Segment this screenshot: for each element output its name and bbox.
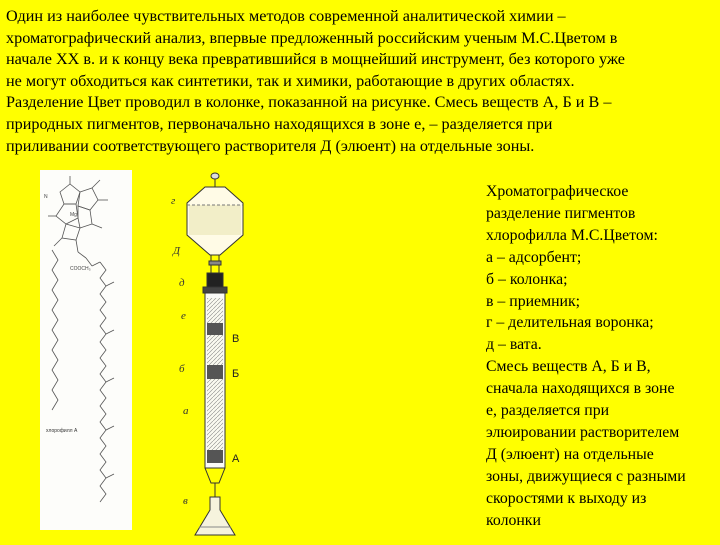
chlorophyll-structure-drawing <box>40 170 132 530</box>
receiving-flask <box>195 497 235 535</box>
svg-text:Mg: Mg <box>70 212 77 218</box>
label-e: е <box>181 310 186 322</box>
svg-text:N: N <box>44 194 48 200</box>
caption-line: сначала находящихся в зоне <box>486 380 675 398</box>
glass-column <box>203 273 227 497</box>
label-B: Б <box>232 368 240 380</box>
intro-line: природных пигментов, первоначально находящихся в зоне е, – разделяется при <box>6 114 553 133</box>
label-v: в <box>183 495 188 507</box>
caption-line: б – колонка; <box>486 270 568 288</box>
intro-line: Разделение Цвет проводил в колонке, показанной на рисунке. Смесь веществ А, Б и В – <box>6 93 612 112</box>
caption-line: а – адсорбент; <box>486 248 582 266</box>
label-A: А <box>232 453 240 465</box>
caption-line: е, разделяется при <box>486 402 610 420</box>
intro-line: хроматографический анализ, впервые предложенный российским ученым М.С.Цветом в <box>6 28 618 47</box>
label-V: В <box>232 333 240 345</box>
caption-line: хлорофилла М.С.Цветом: <box>486 226 658 244</box>
caption-line: в – приемник; <box>486 292 581 310</box>
intro-line: приливании соответствующего растворителя Д (элюент) на отдельные зоны. <box>6 136 535 155</box>
caption-line: д – вата. <box>486 336 542 354</box>
label-a: а <box>183 405 189 417</box>
caption-line: зоны, движущиеся с разными <box>486 467 686 485</box>
molecule-label: хлорофилл А <box>46 428 78 434</box>
caption-line: скоростями к выходу из <box>486 489 647 507</box>
chlorophyll-structure-image <box>40 170 132 530</box>
separatory-funnel <box>187 173 243 275</box>
caption-line: Д (элюент) на отдельные <box>486 445 654 463</box>
caption-line: Смесь веществ А, Б и В, <box>486 358 651 376</box>
label-d: д <box>179 277 185 289</box>
intro-paragraph <box>6 6 714 157</box>
intro-line: Один из наиболее чувствительных методов современной аналитической химии – <box>6 7 566 25</box>
label-D: Д <box>173 245 180 257</box>
chromatography-apparatus <box>165 165 270 540</box>
intro-line: начале XX в. и к концу века превратившийся в мощнейший инструмент, без которого уже <box>6 50 625 69</box>
caption-line: разделение пигментов <box>486 204 636 222</box>
caption-line: элюировании растворителем <box>486 423 680 441</box>
label-g: г <box>171 195 176 207</box>
caption-line: колонки <box>486 511 541 529</box>
caption-line: Хроматографическое <box>486 183 629 200</box>
apparatus-drawing <box>165 165 270 540</box>
label-b: б <box>179 363 185 375</box>
svg-text:COOCH₃: COOCH₃ <box>70 266 91 272</box>
intro-line: не могут обходиться как синтетики, так и химики, работающие в других областях. <box>6 71 575 90</box>
figure-caption <box>486 181 718 532</box>
caption-line: г – делительная воронка; <box>486 314 654 332</box>
